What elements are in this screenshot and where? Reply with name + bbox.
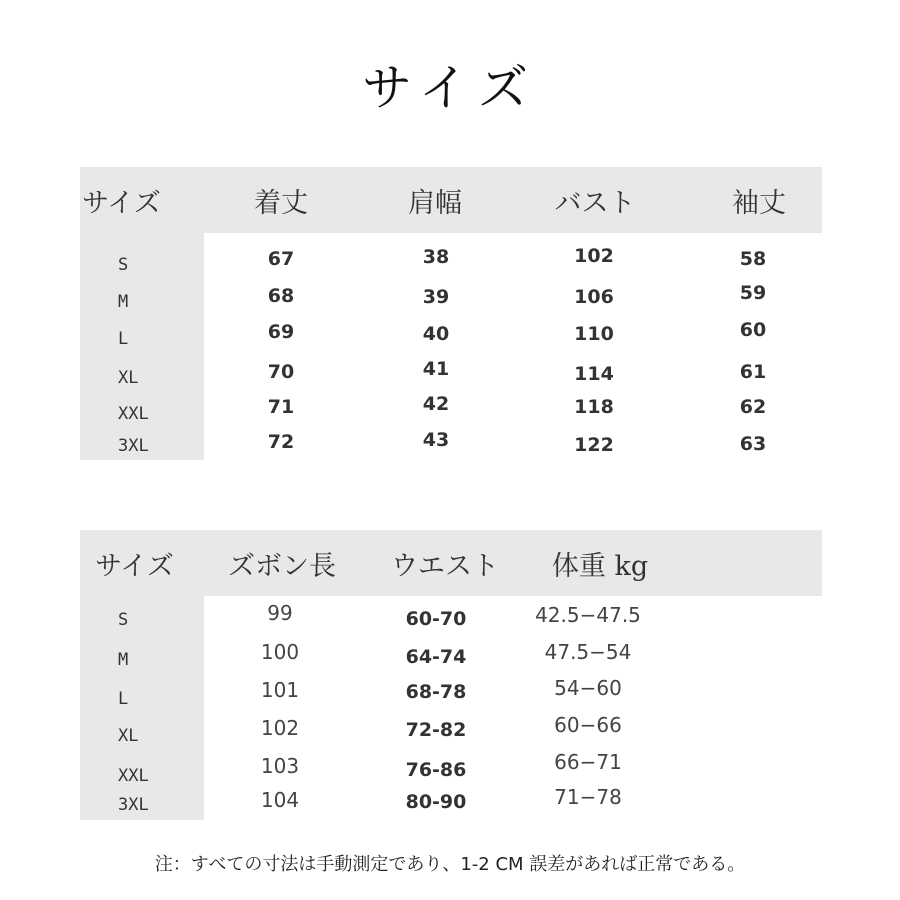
table-cell: 72 — [267, 431, 295, 453]
table-cell: 102 — [260, 716, 300, 740]
table-cell: 42.5−47.5 — [535, 603, 641, 627]
header-waist: ウエスト — [391, 551, 499, 582]
table-cell: 60−66 — [554, 713, 622, 737]
table-cell: 106 — [574, 286, 614, 308]
table-cell: 39 — [422, 286, 450, 308]
table-cell: 71 — [267, 396, 295, 418]
table-cell: 38 — [422, 246, 450, 268]
table-body — [118, 596, 822, 820]
table-body — [118, 233, 822, 460]
header-sleeve: 袖丈 — [732, 188, 786, 219]
table-cell: 72-82 — [405, 719, 467, 741]
table-cell: 63 — [739, 433, 767, 455]
table-cell: 70 — [267, 361, 295, 383]
size-label: XXL — [118, 404, 149, 424]
header-weight: 体重 kg — [551, 551, 649, 582]
table-cell: 62 — [739, 396, 767, 418]
header-bust: バスト — [554, 188, 636, 219]
table-cell: 58 — [739, 248, 767, 270]
size-table-top — [80, 167, 822, 460]
table-cell: 61 — [739, 361, 767, 383]
size-label: M — [118, 650, 129, 670]
table-cell: 69 — [267, 321, 295, 343]
table-header — [80, 530, 822, 596]
size-label: L — [118, 689, 129, 709]
header-shoulder: 肩幅 — [408, 188, 462, 219]
size-label: M — [118, 292, 129, 312]
size-label: 3XL — [118, 795, 149, 815]
table-cell: 102 — [574, 245, 614, 267]
table-cell: 103 — [260, 754, 300, 778]
table-cell: 110 — [574, 323, 614, 345]
size-label: XL — [118, 726, 139, 746]
table-cell: 68-78 — [405, 681, 467, 703]
table-cell: 47.5−54 — [544, 640, 632, 664]
table-cell: 59 — [739, 282, 767, 304]
table-cell: 101 — [260, 678, 300, 702]
table-cell: 104 — [260, 788, 300, 812]
table-cell: 68 — [267, 285, 295, 307]
table-cell: 64-74 — [405, 646, 467, 668]
table-cell: 60-70 — [405, 608, 467, 630]
table-cell: 41 — [422, 358, 450, 380]
table-cell: 118 — [574, 396, 614, 418]
table-cell: 99 — [267, 601, 293, 625]
size-label: S — [118, 610, 129, 630]
table-header — [80, 167, 822, 233]
table-cell: 114 — [574, 363, 614, 385]
size-label: L — [118, 329, 129, 349]
header-pants-length: ズボン長 — [228, 551, 336, 582]
table-cell: 76-86 — [405, 759, 467, 781]
size-table-bottom — [80, 530, 822, 820]
size-column — [80, 233, 204, 460]
table-cell: 80-90 — [405, 791, 467, 813]
table-cell: 42 — [422, 393, 450, 415]
table-cell: 100 — [260, 640, 300, 664]
measurement-note: 注：すべての寸法は手動測定であり、1-2 CM 誤差があれば正常である。 — [154, 854, 746, 875]
size-label: 3XL — [118, 436, 149, 456]
size-label: S — [118, 255, 129, 275]
size-label: XXL — [118, 766, 149, 786]
table-cell: 66−71 — [554, 750, 622, 774]
table-cell: 43 — [422, 429, 450, 451]
size-label: XL — [118, 368, 139, 388]
table-cell: 71−78 — [554, 785, 622, 809]
page-title: サイズ — [362, 59, 538, 117]
header-size: サイズ — [95, 551, 174, 582]
size-column — [80, 596, 204, 820]
table-cell: 122 — [574, 434, 614, 456]
header-size: サイズ — [82, 188, 161, 219]
header-length: 着丈 — [254, 188, 308, 219]
table-cell: 60 — [739, 319, 767, 341]
table-cell: 40 — [422, 323, 450, 345]
table-cell: 54−60 — [554, 676, 622, 700]
table-cell: 67 — [267, 248, 295, 270]
